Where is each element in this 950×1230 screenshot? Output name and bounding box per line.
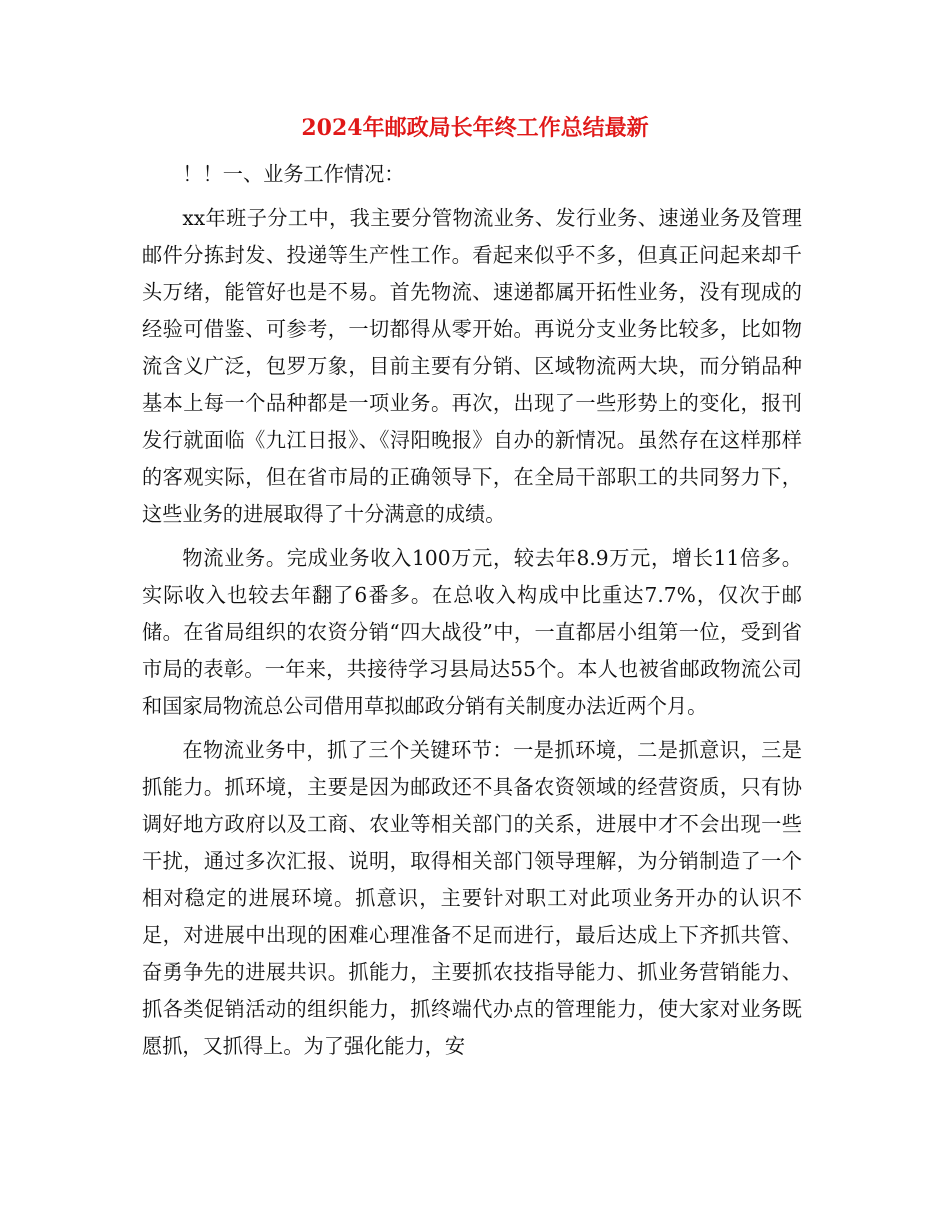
paragraph-division-of-duties: xx年班子分工中，我主要分管物流业务、发行业务、速递业务及管理邮件分拣封发、投递等生产性工作。看起来似乎不多，但真正问起来却千头万绪，能管好也是不易。首先物流、速递都属开拓性业务，没有现成的经验可借鉴、可参考，一切都得从零开始。再说分支业务比较多，比如物流含义广泛，包罗万象，目前主要有分销、区域物流两大块，而分销品种基本上每一个品种都是一项业务。再次，出现了一些形势上的变化，报刊发行就面临《九江日报》、《浔阳晚报》自办的新情况。虽然存在这样那样的客观实际，但在省市局的正确领导下，在全局干部职工的共同努力下，这些业务的进展取得了十分满意的成绩。	[142, 206, 802, 526]
paragraph-logistics-business: 物流业务。完成业务收入100万元，较去年8.9万元，增长11倍多。实际收入也较去年翻了6番多。在总收入构成中比重达7.7%，仅次于邮储。在省局组织的农资分销“四大战役”中，一直都居小组第一位，受到省市局的表彰。一年来，共接待学习县局达55个。本人也被省邮政物流公司和国家局物流总公司借用草拟邮政分销有关制度办法近两个月。	[142, 546, 802, 718]
document-body	[142, 156, 802, 1065]
document-title: 2024年邮政局长年终工作总结最新	[301, 115, 649, 141]
section-heading-business-work: ！！一、业务工作情况：	[182, 162, 405, 186]
paragraph-key-links: 在物流业务中，抓了三个关键环节：一是抓环境，二是抓意识，三是抓能力。抓环境，主要是因为邮政还不具备农资领域的经营资质，只有协调好地方政府以及工商、农业等相关部门的关系，进展中才不会出现一些干扰，通过多次汇报、说明，取得相关部门领导理解，为分销制造了一个相对稳定的进展环境。抓意识，主要针对职工对此项业务开办的认识不足，对进展中出现的困难心理准备不足而进行，最后达成上下齐抓共管、奋勇争先的进展共识。抓能力，主要抓农技指导能力、抓业务营销能力、抓各类促销活动的组织能力，抓终端代办点的管理能力，使大家对业务既愿抓，又抓得上。为了强化能力，安	[142, 738, 802, 1058]
